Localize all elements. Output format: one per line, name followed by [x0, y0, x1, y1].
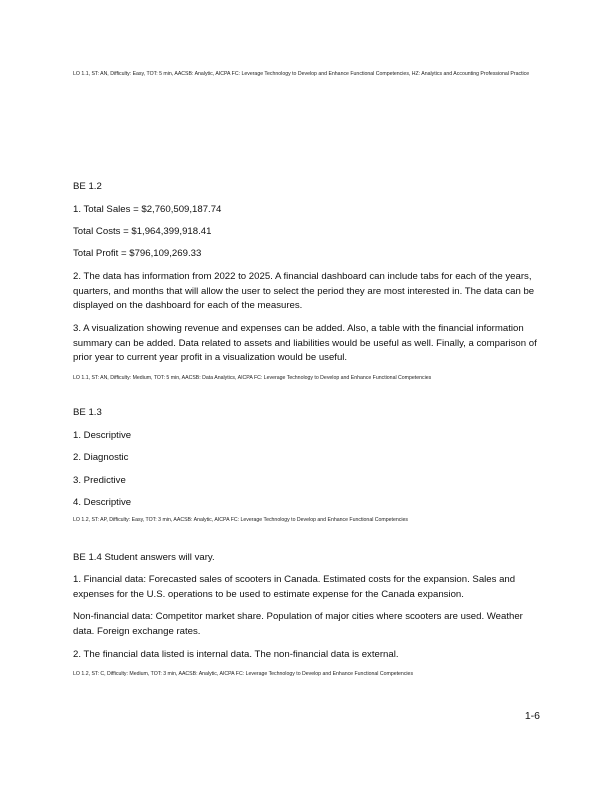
be12-item-3: 3. A visualization showing revenue and expenses can be added. Also, a table with the financial information summary can be added. Data related to assets and liabilities would be useful as well. Finally, a comparison of prior year to current year profit in a visualization would be useful.: [73, 323, 537, 363]
top-footnote: LO 1.1, ST: AN, Difficulty: Easy, TOT: 5 min, AACSB: Analytic, AICPA FC: Leverage Technology to Develop and Enhance Functional Competencies, HZ: Analytics and Accounting Professional Practice: [73, 71, 530, 77]
be13-item-3: 3. Predictive: [73, 475, 126, 486]
be12-total-sales: 1. Total Sales = $2,760,509,187.74: [73, 204, 222, 215]
be12-item-2: 2. The data has information from 2022 to 2025. A financial dashboard can include tabs for each of the years, quarters, and months that will allow the user to select the period they are most interested in. The data can be displayed on the dashboard for each of the measures.: [73, 271, 535, 311]
be13-item-2: 2. Diagnostic: [73, 452, 129, 463]
page-number: 1-6: [524, 710, 540, 722]
be12-total-profit: Total Profit = $796,109,269.33: [73, 248, 202, 259]
be12-footnote: LO 1.1, ST: AN, Difficulty: Medium, TOT: 5 min, AACSB: Data Analytics, AICPA FC: Leverage Technology to Develop and Enhance Functional Competencies: [73, 375, 432, 381]
be13-footnote: LO 1.2, ST: AP, Difficulty: Easy, TOT: 3 min, AACSB: Analytic, AICPA FC: Leverage Technology to Develop and Enhance Functional Competencies: [73, 517, 408, 523]
be14-item-1: 1. Financial data: Forecasted sales of scooters in Canada. Estimated costs for the expansion. Sales and expenses for the U.S. operations to be used to estimate expense for the Canada expansion.: [73, 574, 516, 600]
be12-heading: BE 1.2: [73, 181, 102, 192]
be14-heading: BE 1.4 Student answers will vary.: [73, 552, 215, 563]
be14-nonfinancial: Non-financial data: Competitor market share. Population of major cities where scooters are used. Weather data. Foreign exchange rates.: [73, 611, 523, 637]
be13-item-1: 1. Descriptive: [73, 430, 132, 441]
be13-heading: BE 1.3: [73, 407, 102, 418]
be12-total-costs: Total Costs = $1,964,399,918.41: [73, 226, 212, 237]
be13-item-4: 4. Descriptive: [73, 497, 132, 508]
be14-item-2: 2. The financial data listed is internal data. The non-financial data is external.: [73, 649, 399, 660]
be14-footnote: LO 1.2, ST: C, Difficulty: Medium, TOT: 3 min, AACSB: Analytic, AICPA FC: Leverage Technology to Develop and Enhance Functional Competencies: [73, 671, 414, 677]
